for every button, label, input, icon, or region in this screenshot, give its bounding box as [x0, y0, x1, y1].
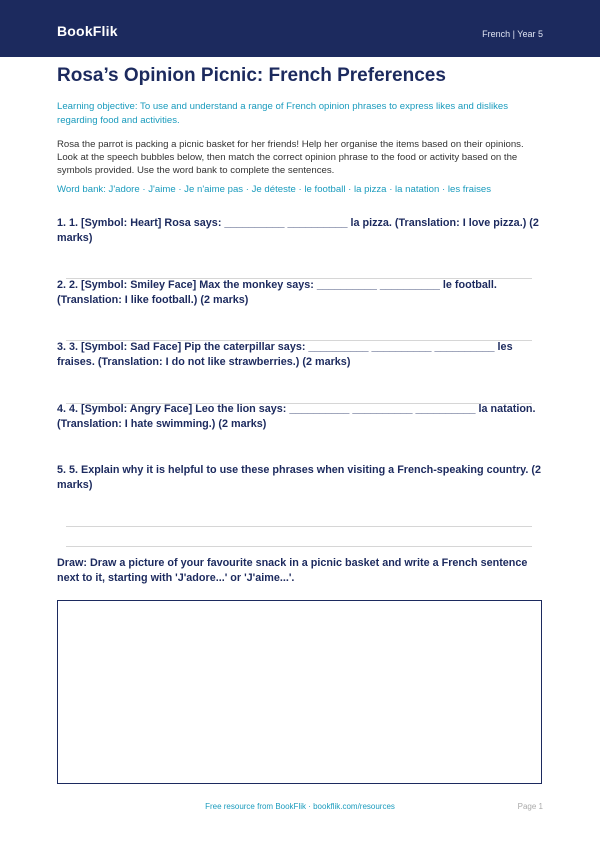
learning-objective: Learning objective: To use and understand a range of French opinion phrases to express likes and dislikes regarding food and activities. — [57, 101, 509, 126]
draw-task: Draw: Draw a picture of your favourite snack in a picnic basket and write a French sentence next to it, starting with 'J'adore...' or 'J'aime...'. — [57, 557, 528, 584]
page-number: Page 1 — [517, 802, 543, 811]
answer-line-5a[interactable] — [66, 526, 532, 527]
word-bank: Word bank: J'adore · J'aime · Je n'aime pas · Je déteste · le football · la pizza · la natation · les fraises — [57, 184, 492, 195]
footer-resource-link[interactable]: Free resource from BookFlik · bookflik.com/resources — [205, 802, 395, 811]
drawing-box[interactable] — [57, 600, 542, 784]
header-bar — [0, 0, 600, 57]
subject-year-label: French | Year 5 — [482, 29, 543, 39]
intro-paragraph: Rosa the parrot is packing a picnic basket for her friends! Help her organise the items based on their opinions. Look at the speech bubbles below, then match the correct opinion phrase to the food or activity based on the symbols provided. Use the word bank to complete the sentences. — [57, 139, 524, 176]
page-title: Rosa’s Opinion Picnic: French Preferences — [57, 65, 446, 86]
question-3: 3. 3. [Symbol: Sad Face] Pip the caterpillar says: __________ __________ __________ les fraises. (Translation: I do not like strawberries.) (2 marks) — [57, 341, 513, 368]
question-1: 1. 1. [Symbol: Heart] Rosa says: __________ __________ la pizza. (Translation: I love pizza.) (2 marks) — [57, 217, 539, 244]
question-5: 5. 5. Explain why it is helpful to use these phrases when visiting a French-speaking country. (2 marks) — [57, 464, 541, 491]
question-2: 2. 2. [Symbol: Smiley Face] Max the monkey says: __________ __________ le football. (Translation: I like football.) (2 marks) — [57, 279, 497, 306]
question-4: 4. 4. [Symbol: Angry Face] Leo the lion says: __________ __________ __________ la natation. (Translation: I hate swimming.) (2 marks) — [57, 403, 536, 430]
brand-logo[interactable]: BookFlik — [57, 23, 118, 39]
answer-line-5b[interactable] — [66, 546, 532, 547]
